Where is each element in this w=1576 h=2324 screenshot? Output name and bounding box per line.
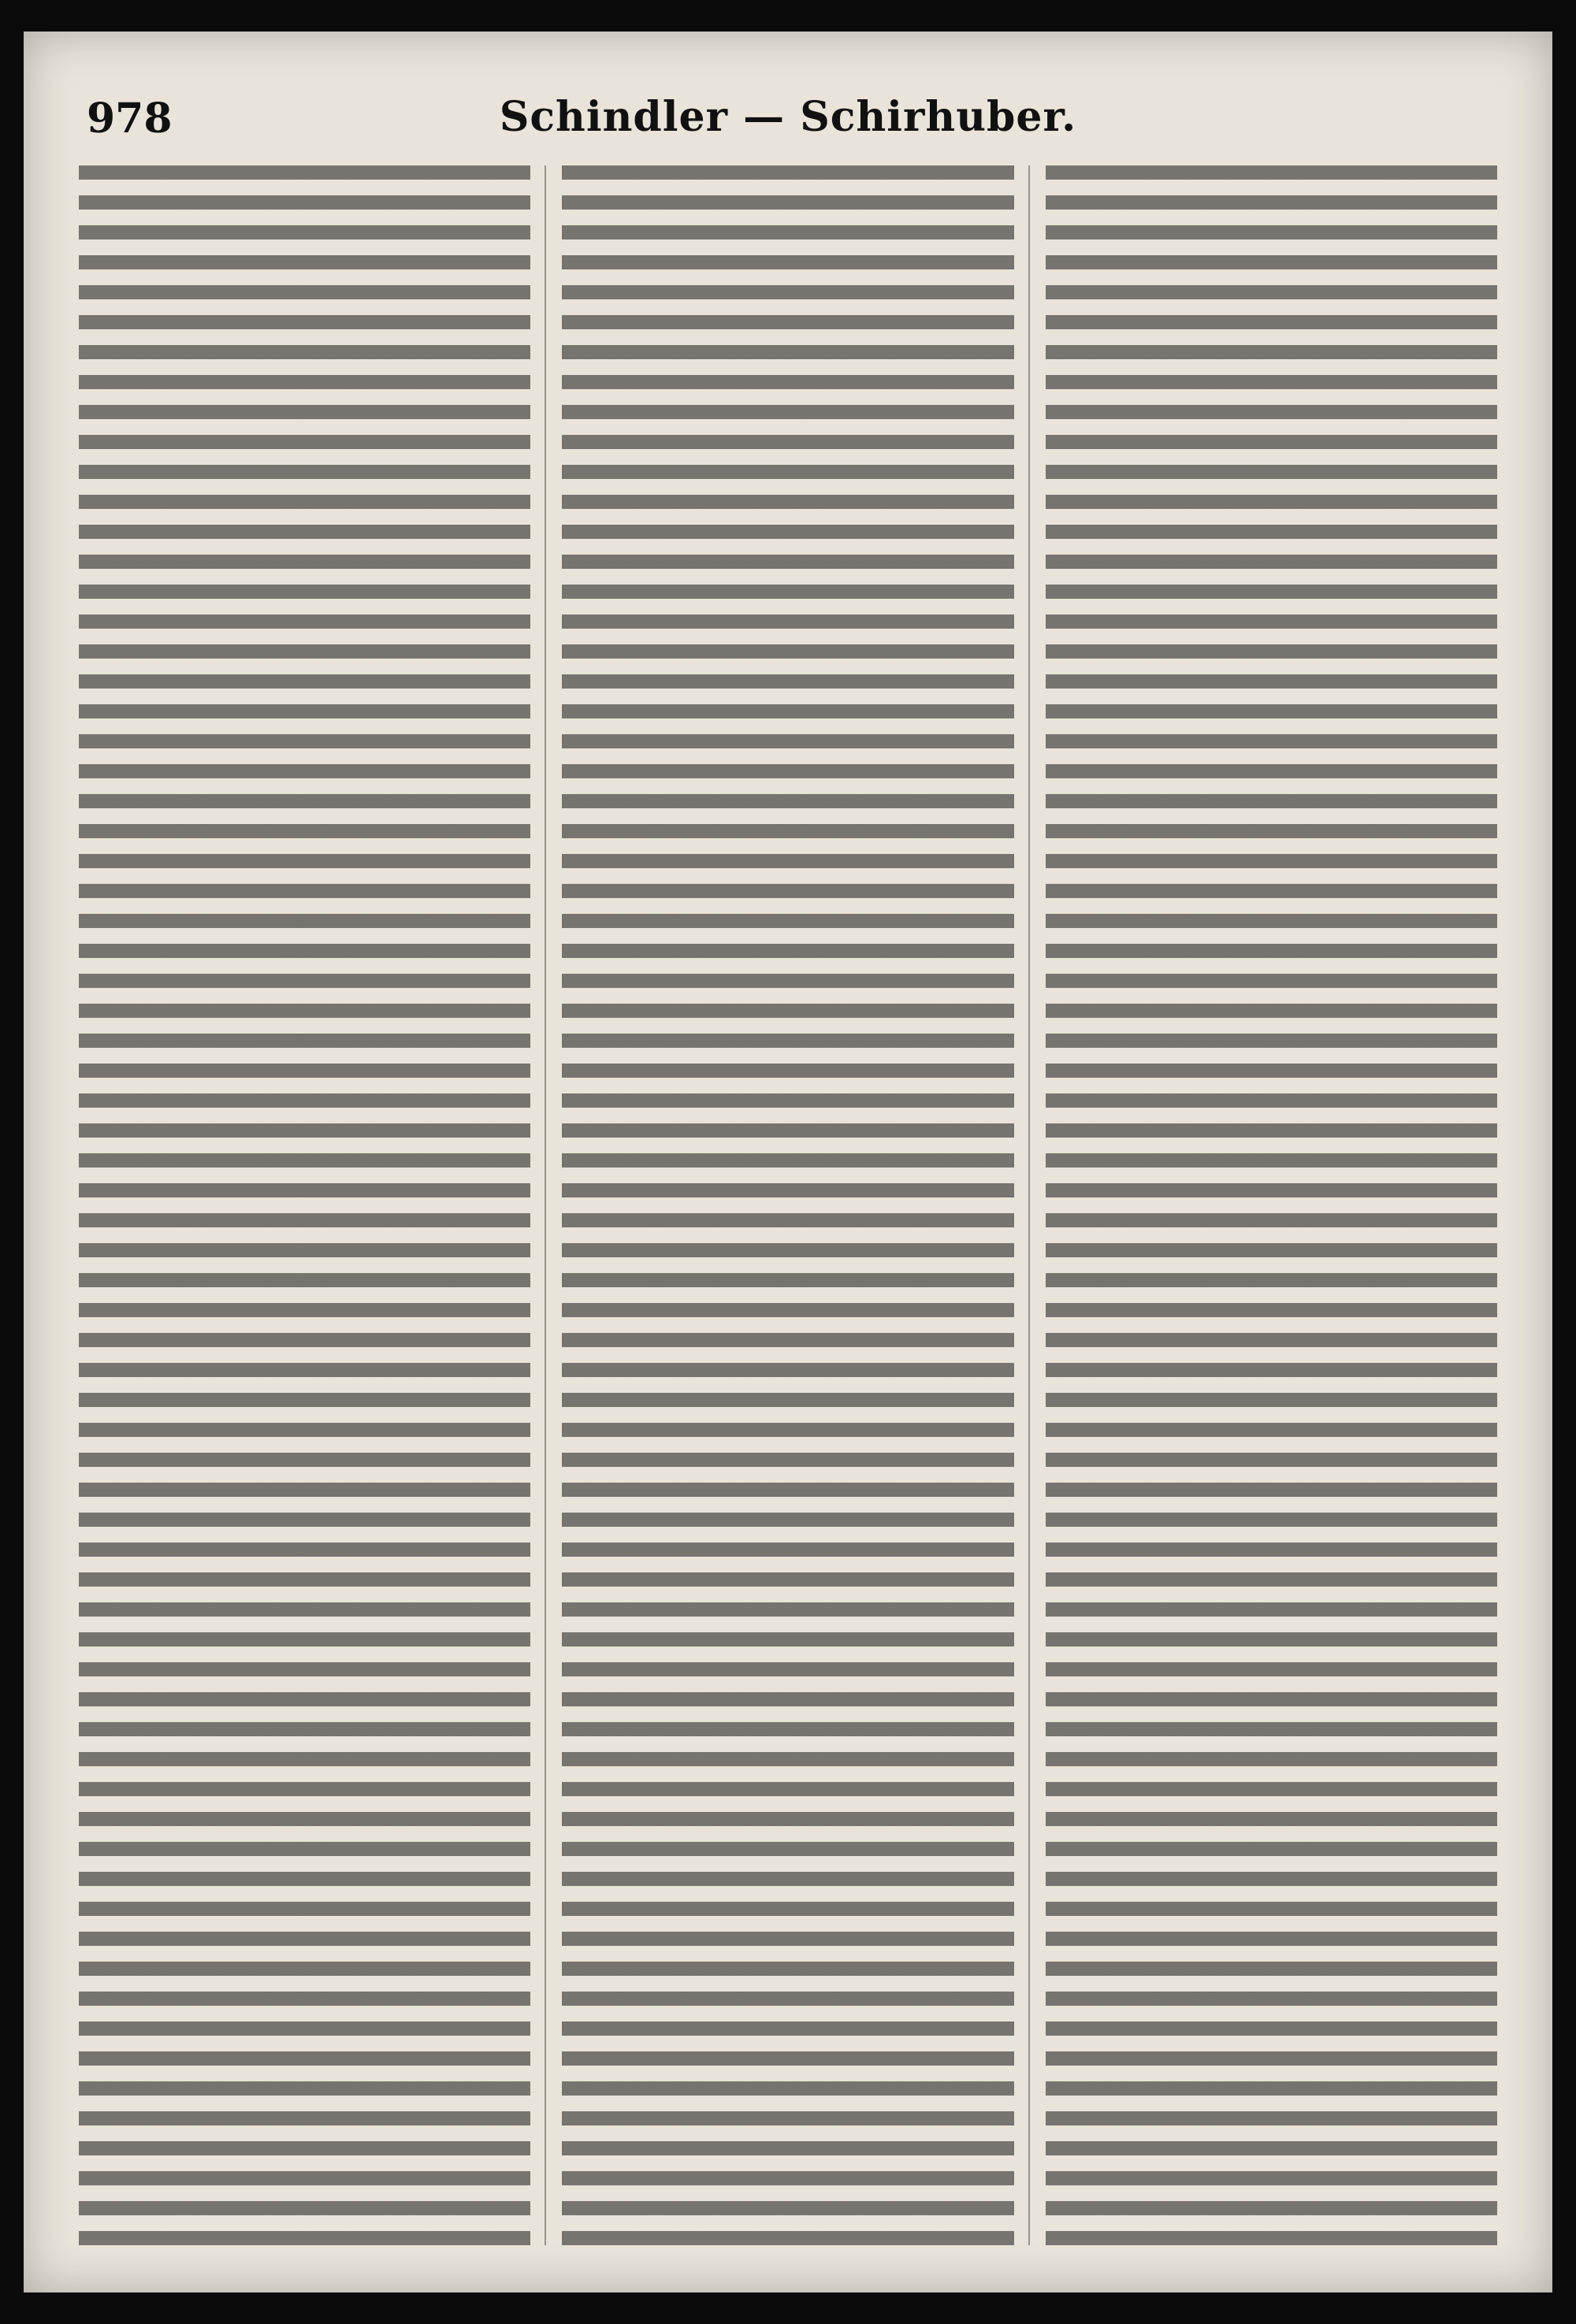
- page-number: 978: [87, 95, 173, 143]
- running-head: Schindler — Schirhuber.: [499, 93, 1077, 141]
- directory-columns: [79, 165, 1497, 2245]
- directory-page: [24, 32, 1552, 2292]
- directory-column-right: [1046, 165, 1497, 2245]
- directory-column-middle: [562, 165, 1013, 2245]
- directory-column-left: [79, 165, 530, 2245]
